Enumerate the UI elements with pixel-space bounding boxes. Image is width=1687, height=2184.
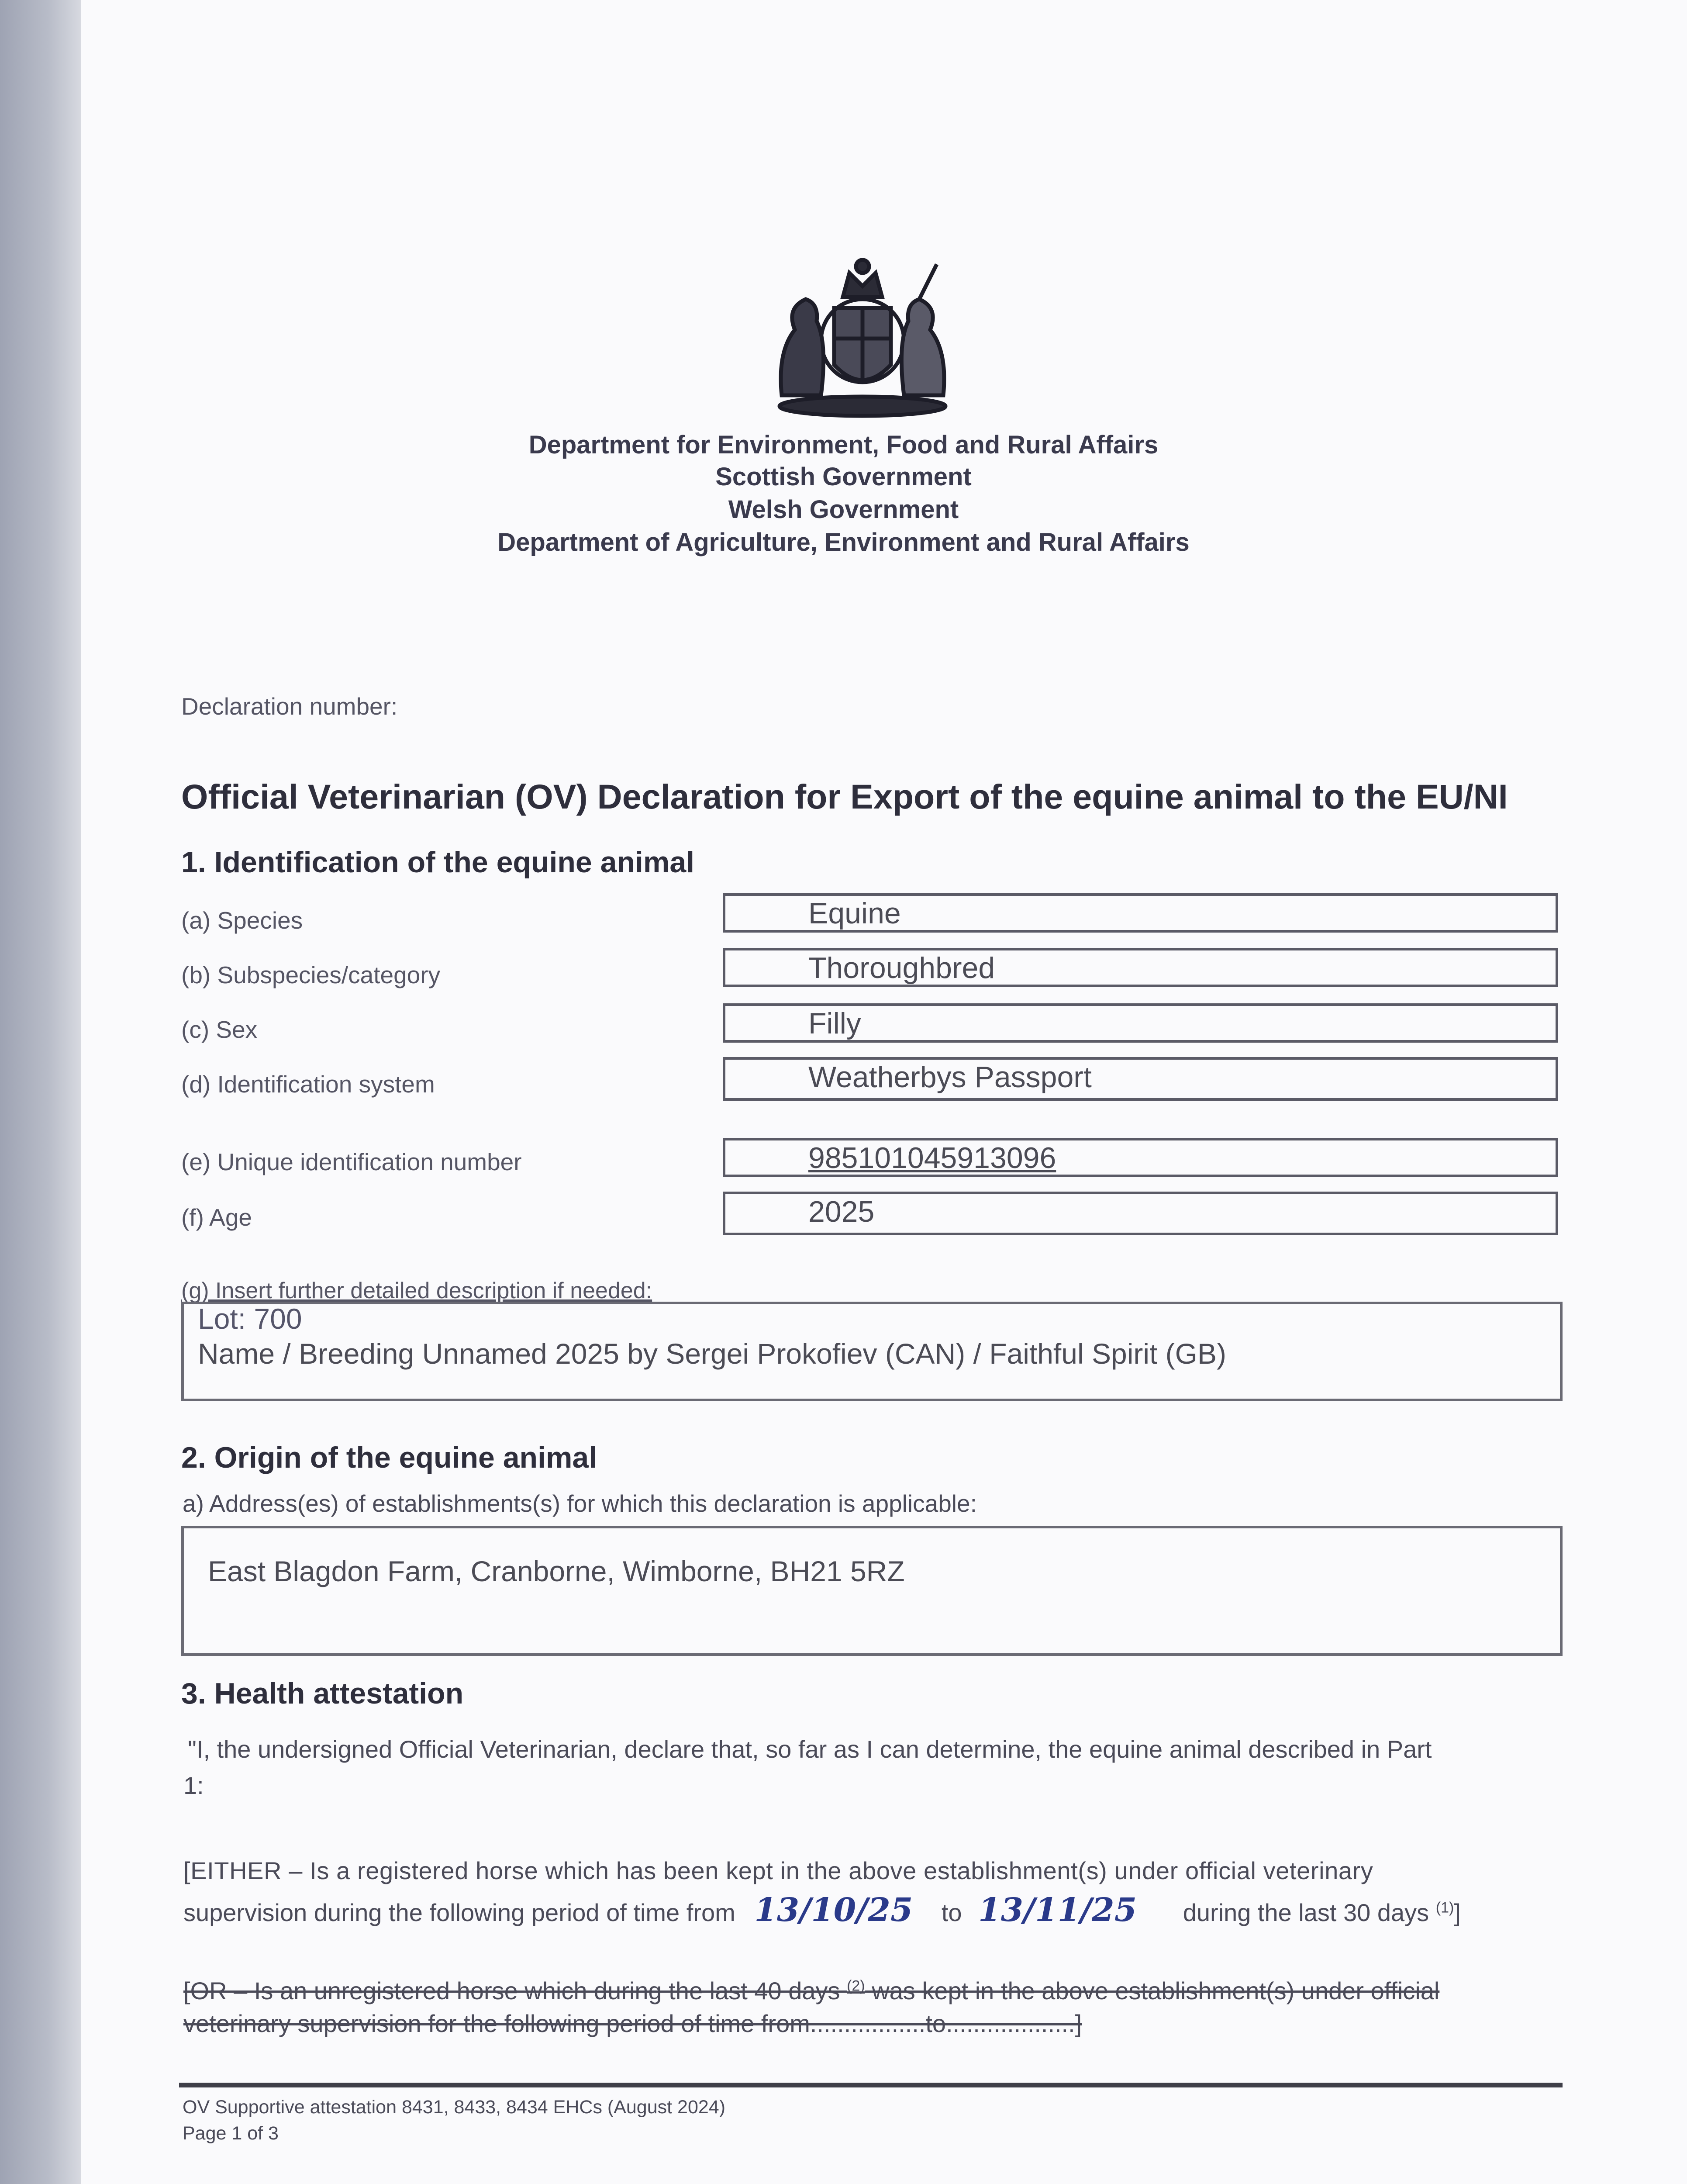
either-footnote-marker: (1) [1435,1899,1454,1916]
unique-id-label: (e) Unique identification number [181,1148,522,1175]
address-box[interactable] [181,1526,1563,1656]
either-close-bracket: ] [1454,1899,1461,1926]
department-name-welsh: Welsh Government [728,495,959,524]
species-label: (a) Species [181,907,303,934]
or-clause-line-2: veterinary supervision for the following period of time from.................to...................] [183,2010,1082,2037]
footer-page-number: Page 1 of 3 [183,2123,279,2144]
page-shadow-edge [0,0,81,2184]
section-3-title: 3. Health attestation [181,1677,464,1710]
health-intro-line-2: 1: [183,1772,204,1799]
section-1-title: 1. Identification of the equine animal [181,846,695,879]
declaration-number-label: Declaration number: [181,693,398,720]
either-clause-line-1: [EITHER – Is a registered horse which has been kept in the above establishment(s) under official veterinary [183,1857,1373,1884]
sex-field[interactable]: Filly [723,1003,1558,1043]
department-name-daera: Department of Agriculture, Environment and Rural Affairs [497,528,1190,556]
species-field[interactable]: Equine [723,893,1558,933]
subspecies-field[interactable]: Thoroughbred [723,948,1558,987]
further-description-box[interactable] [181,1302,1563,1401]
department-name-scottish: Scottish Government [715,463,972,491]
establishment-address: East Blagdon Farm, Cranborne, Wimborne, BH21 5RZ [208,1555,905,1587]
health-intro-line-1: "I, the undersigned Official Veterinarian, declare that, so far as I can determine, the equine animal described in Part [188,1735,1432,1763]
description-lot-line: Lot: 700 [198,1303,302,1335]
age-field[interactable]: 2025 [723,1192,1558,1235]
department-name-defra: Department for Environment, Food and Rural Affairs [528,431,1159,459]
subspecies-label: (b) Subspecies/category [181,961,441,988]
or-clause-line-1 [183,1977,1439,2005]
footer-attestation-ref: OV Supportive attestation 8431, 8433, 8434 EHCs (August 2024) [183,2097,726,2118]
footer-divider [179,2083,1563,2087]
either-clause-prefix: supervision during the following period of time from [183,1899,735,1926]
page-title: Official Veterinarian (OV) Declaration for Export of the equine animal to the EU/NI [181,777,1508,816]
date-to-handwritten[interactable]: 13/11/25 [978,1891,1137,1929]
royal-coat-of-arms-icon [764,256,961,419]
age-label: (f) Age [181,1204,252,1231]
unique-id-field[interactable]: 985101045913096 [723,1138,1558,1177]
either-to-word: to [941,1899,962,1926]
section-2-subtitle: a) Address(es) of establishments(s) for which this declaration is applicable: [183,1490,977,1517]
identification-system-label: (d) Identification system [181,1071,435,1098]
description-name-line: Name / Breeding Unnamed 2025 by Sergei Prokofiev (CAN) / Faithful Spirit (GB) [198,1337,1226,1370]
identification-system-field[interactable]: Weatherbys Passport [723,1057,1558,1101]
or-clause-prefix: [OR – Is an unregistered horse which during the last 40 days [183,1977,840,2004]
either-clause-line-2 [183,1891,1461,1929]
either-clause-suffix: during the last 30 days [1183,1899,1429,1926]
sex-label: (c) Sex [181,1016,258,1043]
further-description-label: (g) Insert further detailed description if needed: [181,1278,652,1303]
date-from-handwritten[interactable]: 13/10/25 [754,1891,913,1929]
or-footnote-marker: (2) [847,1977,865,1994]
section-2-title: 2. Origin of the equine animal [181,1441,597,1474]
or-clause-suffix: was kept in the above establishment(s) under official [872,1977,1440,2004]
